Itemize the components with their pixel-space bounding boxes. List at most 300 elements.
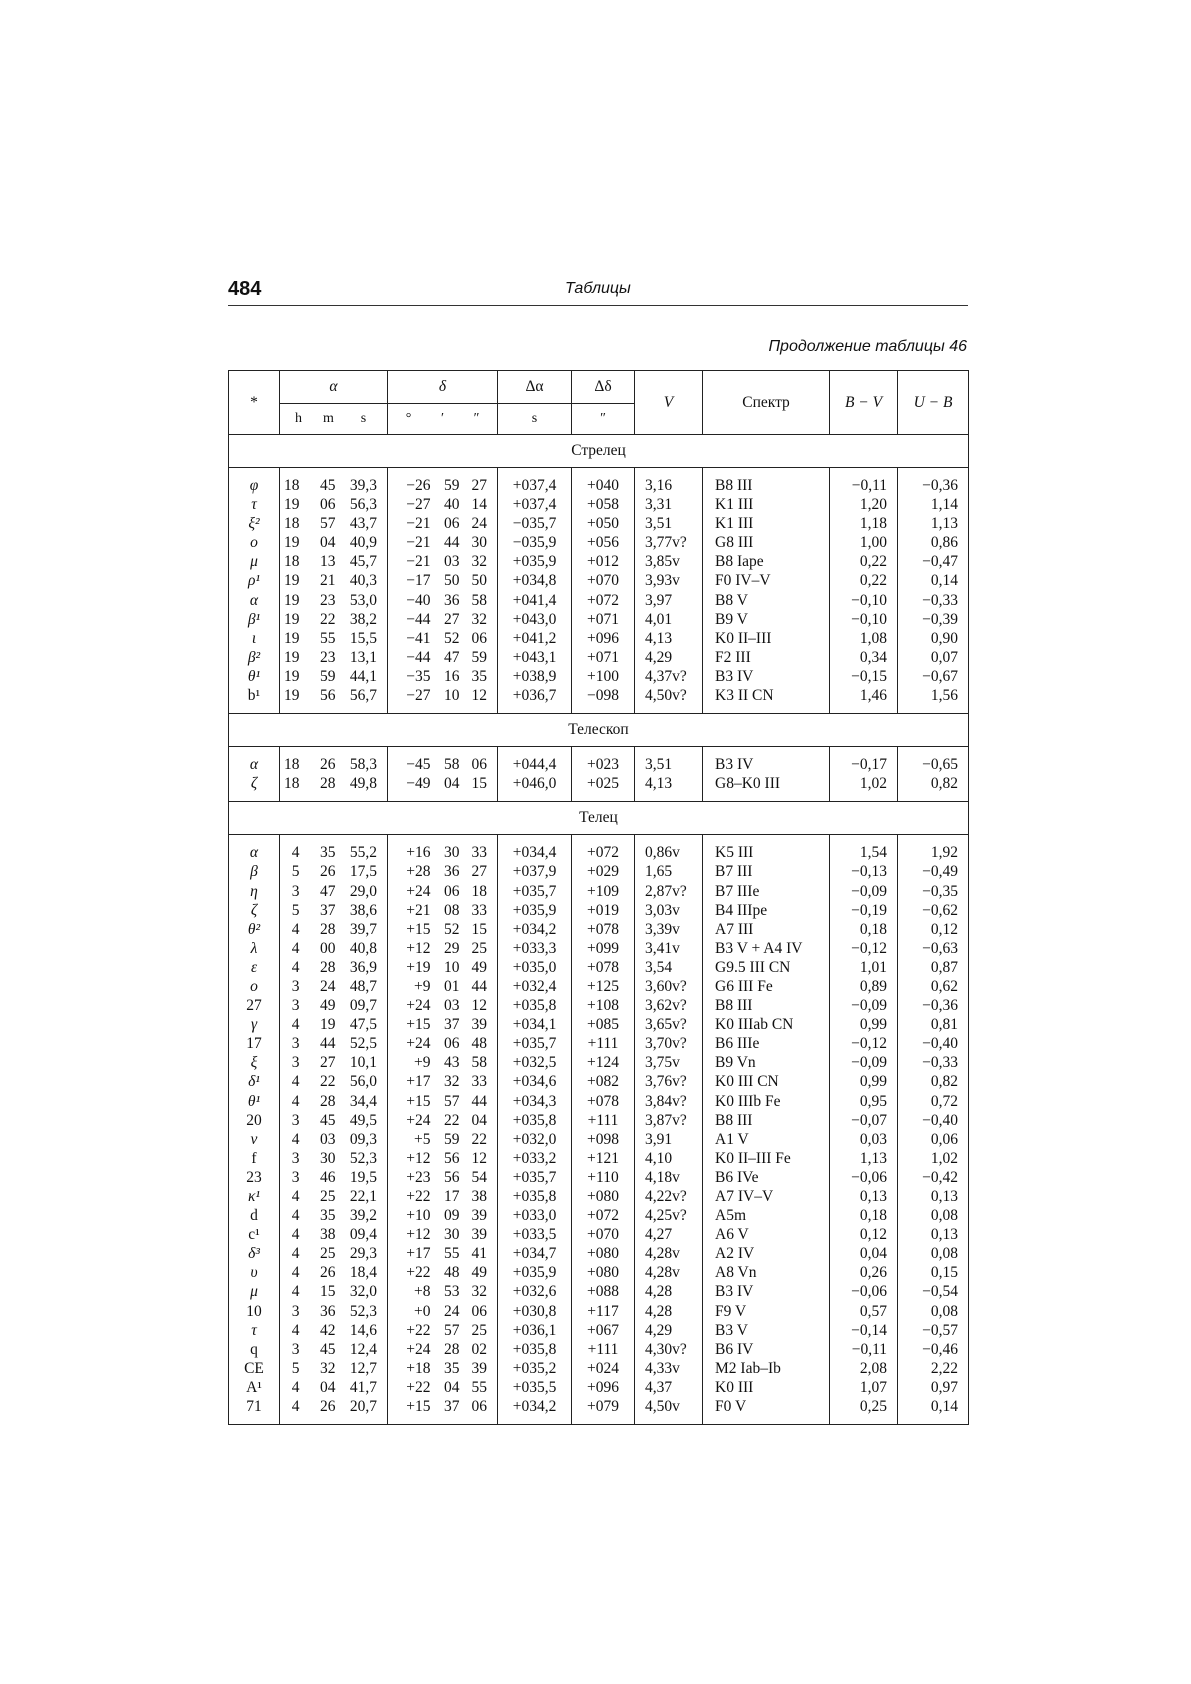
ra-hours: 4 (280, 958, 300, 977)
ra-seconds: 38,6 (336, 901, 388, 920)
dec-degrees: +12 (406, 939, 431, 957)
table-row (229, 629, 969, 648)
star-name: θ¹ (229, 1092, 280, 1111)
spectrum: G6 III Fe (703, 977, 830, 996)
delta-delta: +078 (572, 958, 635, 977)
ra-hours: 4 (280, 920, 300, 939)
dec-arcsec: 02 (460, 1340, 498, 1359)
b-v-color: −0,14 (830, 1321, 898, 1340)
ra-hours: 19 (280, 495, 300, 514)
u-b-color: −0,46 (898, 1340, 969, 1359)
spacer-row (229, 1416, 969, 1425)
b-v-color: 1,01 (830, 958, 898, 977)
dec-degrees: +24 (406, 1340, 431, 1358)
dec-degrees: +22 (406, 1378, 431, 1396)
spectrum: K0 III CN (703, 1072, 830, 1091)
star-name: 71 (229, 1397, 280, 1416)
ra-seconds: 40,9 (336, 533, 388, 552)
dec-arcmin: 09 (444, 1207, 460, 1225)
star-name: A¹ (229, 1378, 280, 1397)
ra-minutes: 57 (320, 515, 336, 533)
header-alpha: α (280, 371, 388, 404)
delta-delta: +125 (572, 977, 635, 996)
delta-delta: +121 (572, 1149, 635, 1168)
dec-arcmin: 06 (444, 1035, 460, 1053)
ra-seconds: 53,0 (336, 591, 388, 610)
dec-degrees: −41 (406, 629, 431, 647)
ra-minutes: 23 (320, 591, 336, 609)
ra-seconds: 38,2 (336, 610, 388, 629)
delta-delta: +078 (572, 1092, 635, 1111)
spectrum: B6 IV (703, 1340, 830, 1359)
v-magnitude: 2,87v? (635, 882, 703, 901)
star-name: q (229, 1340, 280, 1359)
delta-delta: +072 (572, 1206, 635, 1225)
spacer-row (229, 835, 969, 844)
dec-arcmin: 17 (444, 1188, 460, 1205)
table-row (229, 1206, 969, 1225)
ra-hours: 19 (280, 610, 300, 629)
spectrum: B3 V (703, 1321, 830, 1340)
b-v-color: −0,11 (830, 1340, 898, 1359)
table-row (229, 533, 969, 552)
ra-seconds: 49,5 (336, 1111, 388, 1130)
spectrum: B7 III (703, 862, 830, 881)
table-row (229, 1244, 969, 1263)
ra-minutes: 23 (320, 648, 336, 666)
u-b-color: 0,97 (898, 1378, 969, 1397)
dec-arcmin: 52 (444, 920, 460, 938)
dec-arcmin: 53 (444, 1283, 460, 1301)
ra-minutes: 45 (320, 477, 336, 494)
v-magnitude: 3,54 (635, 958, 703, 977)
table-row (229, 958, 969, 977)
dec-arcmin: 55 (444, 1245, 460, 1263)
v-magnitude: 4,28 (635, 1282, 703, 1301)
dec-arcmin: 59 (444, 1130, 460, 1148)
star-name: γ (229, 1015, 280, 1034)
dec-degrees: +22 (406, 1264, 431, 1282)
dec-arcsec: 32 (460, 610, 498, 629)
v-magnitude: 3,65v? (635, 1015, 703, 1034)
unit-minutes: m (323, 411, 334, 426)
dec-arcsec: 33 (460, 1072, 498, 1091)
delta-delta: −098 (572, 686, 635, 705)
dec-arcmin: 08 (444, 901, 460, 919)
b-v-color: 0,22 (830, 571, 898, 590)
spectrum: B7 IIIe (703, 882, 830, 901)
b-v-color: 0,95 (830, 1092, 898, 1111)
table-row (229, 882, 969, 901)
dec-arcsec: 30 (460, 533, 498, 552)
table-row (229, 1168, 969, 1187)
dec-arcsec: 22 (460, 1130, 498, 1149)
b-v-color: 1,18 (830, 514, 898, 533)
table-header (229, 371, 969, 435)
ra-seconds: 40,8 (336, 939, 388, 958)
dec-arcsec: 06 (460, 755, 498, 774)
v-magnitude: 4,33v (635, 1359, 703, 1378)
table-row (229, 571, 969, 590)
dec-degrees: −17 (406, 572, 431, 590)
b-v-color: −0,11 (830, 476, 898, 495)
dec-arcmin: 03 (444, 553, 460, 571)
ra-minutes: 19 (320, 1016, 336, 1034)
b-v-color: 1,13 (830, 1149, 898, 1168)
u-b-color: −0,67 (898, 667, 969, 686)
ra-seconds: 56,0 (336, 1072, 388, 1091)
dec-degrees: +24 (406, 997, 431, 1015)
star-name: τ (229, 1321, 280, 1340)
ra-seconds: 56,7 (336, 686, 388, 705)
star-name: κ¹ (229, 1187, 280, 1206)
b-v-color: 0,25 (830, 1397, 898, 1416)
ra-hours: 18 (280, 476, 300, 495)
ra-hours: 18 (280, 552, 300, 571)
dec-degrees: −45 (406, 756, 431, 774)
v-magnitude: 3,93v (635, 571, 703, 590)
section-header-row (229, 435, 969, 468)
b-v-color: 1,00 (830, 533, 898, 552)
delta-delta: +019 (572, 901, 635, 920)
ra-minutes: 22 (320, 610, 336, 628)
u-b-color: −0,40 (898, 1111, 969, 1130)
dec-arcmin: 40 (444, 496, 460, 514)
dec-arcmin: 35 (444, 1359, 460, 1377)
delta-delta: +110 (572, 1168, 635, 1187)
dec-arcmin: 27 (444, 610, 460, 628)
delta-alpha: +037,9 (498, 862, 572, 881)
delta-alpha: +036,1 (498, 1321, 572, 1340)
v-magnitude: 4,29 (635, 648, 703, 667)
spectrum: B8 V (703, 591, 830, 610)
star-name: β¹ (229, 610, 280, 629)
b-v-color: −0,10 (830, 610, 898, 629)
star-name: ζ (229, 901, 280, 920)
u-b-color: 0,06 (898, 1130, 969, 1149)
ra-minutes: 26 (320, 756, 336, 774)
ra-seconds: 52,3 (336, 1149, 388, 1168)
dec-arcmin: 22 (444, 1111, 460, 1129)
section-title: Телец (229, 802, 969, 835)
delta-alpha: +030,8 (498, 1302, 572, 1321)
ra-hours: 3 (280, 1168, 300, 1187)
spacer-row (229, 747, 969, 756)
dec-degrees: +24 (406, 882, 431, 900)
ra-hours: 4 (280, 1378, 300, 1397)
dec-degrees: +24 (406, 1111, 431, 1129)
spacer-row (229, 705, 969, 714)
delta-alpha: +032,5 (498, 1053, 572, 1072)
b-v-color: −0,12 (830, 1034, 898, 1053)
ra-seconds: 18,4 (336, 1263, 388, 1282)
unit-hours: h (295, 411, 302, 426)
dec-degrees: +17 (406, 1245, 431, 1263)
b-v-color: −0,19 (830, 901, 898, 920)
v-magnitude: 4,22v? (635, 1187, 703, 1206)
delta-alpha: +037,4 (498, 476, 572, 495)
table-row (229, 755, 969, 774)
ra-minutes: 45 (320, 1111, 336, 1129)
dec-degrees: −27 (406, 496, 431, 514)
b-v-color: 0,89 (830, 977, 898, 996)
b-v-color: −0,06 (830, 1282, 898, 1301)
delta-delta: +080 (572, 1187, 635, 1206)
dec-arcsec: 04 (460, 1111, 498, 1130)
dec-degrees: +22 (406, 1188, 431, 1205)
ra-seconds: 19,5 (336, 1168, 388, 1187)
table-row (229, 1302, 969, 1321)
spectrum: B8 III (703, 1111, 830, 1130)
delta-alpha: +037,4 (498, 495, 572, 514)
delta-delta: +111 (572, 1111, 635, 1130)
u-b-color: 0,62 (898, 977, 969, 996)
spectrum: B3 IV (703, 1282, 830, 1301)
table-row (229, 1397, 969, 1416)
v-magnitude: 3,31 (635, 495, 703, 514)
u-b-color: −0,63 (898, 939, 969, 958)
dec-arcmin: 03 (444, 997, 460, 1015)
dec-degrees: −26 (406, 477, 431, 494)
star-name: ζ (229, 774, 280, 793)
ra-hours: 3 (280, 1111, 300, 1130)
table-row (229, 648, 969, 667)
ra-hours: 3 (280, 1034, 300, 1053)
page-number: 484 (228, 278, 262, 300)
ra-hours: 19 (280, 571, 300, 590)
ra-minutes: 59 (320, 667, 336, 685)
delta-alpha: +033,5 (498, 1225, 572, 1244)
dec-degrees: −27 (406, 687, 431, 705)
ra-minutes: 25 (320, 1188, 336, 1205)
dec-arcsec: 12 (460, 996, 498, 1015)
dec-arcsec: 32 (460, 1282, 498, 1301)
dec-arcsec: 39 (460, 1359, 498, 1378)
b-v-color: 1,20 (830, 495, 898, 514)
delta-alpha: +035,8 (498, 996, 572, 1015)
star-name: υ (229, 1263, 280, 1282)
dec-degrees: +21 (406, 901, 431, 919)
ra-seconds: 15,5 (336, 629, 388, 648)
spectrum: B8 Iape (703, 552, 830, 571)
delta-delta: +096 (572, 1378, 635, 1397)
spectrum: K1 III (703, 514, 830, 533)
table-row (229, 843, 969, 862)
dec-arcsec: 25 (460, 1321, 498, 1340)
star-name: α (229, 591, 280, 610)
header-ddelta-unit: ″ (572, 404, 635, 435)
ra-hours: 3 (280, 1053, 300, 1072)
table-row (229, 1034, 969, 1053)
delta-delta: +099 (572, 939, 635, 958)
u-b-color: −0,40 (898, 1034, 969, 1053)
u-b-color: 2,22 (898, 1359, 969, 1378)
table-row (229, 862, 969, 881)
star-name: 23 (229, 1168, 280, 1187)
ra-hours: 19 (280, 667, 300, 686)
ra-seconds: 14,6 (336, 1321, 388, 1340)
delta-delta: +058 (572, 495, 635, 514)
delta-alpha: +038,9 (498, 667, 572, 686)
ra-seconds: 55,2 (336, 843, 388, 862)
dec-arcsec: 55 (460, 1378, 498, 1397)
delta-delta: +070 (572, 1225, 635, 1244)
b-v-color: 0,99 (830, 1015, 898, 1034)
spectrum: B8 III (703, 996, 830, 1015)
u-b-color: −0,39 (898, 610, 969, 629)
dec-arcsec: 33 (460, 843, 498, 862)
table-row (229, 476, 969, 495)
ra-minutes: 30 (320, 1149, 336, 1167)
u-b-color: 0,72 (898, 1092, 969, 1111)
table-row (229, 1015, 969, 1034)
dec-arcsec: 14 (460, 495, 498, 514)
dec-degrees: +9 (414, 977, 431, 995)
table-row (229, 495, 969, 514)
ra-hours: 4 (280, 1130, 300, 1149)
v-magnitude: 4,28v (635, 1263, 703, 1282)
ra-seconds: 43,7 (336, 514, 388, 533)
dec-degrees: +5 (414, 1130, 431, 1148)
u-b-color: −0,57 (898, 1321, 969, 1340)
delta-alpha: +035,8 (498, 1111, 572, 1130)
ra-seconds: 09,7 (336, 996, 388, 1015)
spectrum: B8 III (703, 476, 830, 495)
v-magnitude: 3,51 (635, 755, 703, 774)
dec-arcsec: 18 (460, 882, 498, 901)
spectrum: B6 IVe (703, 1168, 830, 1187)
dec-arcsec: 24 (460, 514, 498, 533)
delta-delta: +111 (572, 1034, 635, 1053)
dec-degrees: +9 (414, 1054, 431, 1072)
u-b-color: −0,33 (898, 591, 969, 610)
spectrum: A7 III (703, 920, 830, 939)
ra-minutes: 46 (320, 1168, 336, 1186)
dec-arcmin: 57 (444, 1092, 460, 1110)
b-v-color: 0,03 (830, 1130, 898, 1149)
v-magnitude: 3,03v (635, 901, 703, 920)
b-v-color: −0,06 (830, 1168, 898, 1187)
header-u-b: U − B (898, 371, 969, 435)
v-magnitude: 4,29 (635, 1321, 703, 1340)
star-name: λ (229, 939, 280, 958)
dec-degrees: +24 (406, 1035, 431, 1053)
dec-degrees: +8 (414, 1283, 431, 1301)
ra-minutes: 47 (320, 882, 336, 900)
dec-arcsec: 06 (460, 1302, 498, 1321)
header-v: V (635, 371, 703, 435)
v-magnitude: 3,97 (635, 591, 703, 610)
delta-delta: +056 (572, 533, 635, 552)
section-header-row (229, 802, 969, 835)
dec-arcsec: 32 (460, 552, 498, 571)
dec-degrees: +17 (406, 1073, 431, 1091)
v-magnitude: 4,01 (635, 610, 703, 629)
ra-hours: 4 (280, 843, 300, 862)
v-magnitude: 3,62v? (635, 996, 703, 1015)
dec-arcmin: 06 (444, 882, 460, 900)
star-name: μ (229, 1282, 280, 1301)
b-v-color: −0,17 (830, 755, 898, 774)
dec-arcmin: 37 (444, 1398, 460, 1416)
ra-seconds: 58,3 (336, 755, 388, 774)
b-v-color: −0,13 (830, 862, 898, 881)
ra-minutes: 06 (320, 496, 336, 514)
u-b-color: 1,92 (898, 843, 969, 862)
dec-degrees: −21 (406, 534, 431, 552)
header-star: * (229, 371, 280, 435)
delta-alpha: +034,7 (498, 1244, 572, 1263)
b-v-color: 0,13 (830, 1187, 898, 1206)
u-b-color: 0,13 (898, 1187, 969, 1206)
table-row (229, 1321, 969, 1340)
u-b-color: −0,54 (898, 1282, 969, 1301)
table-row (229, 1225, 969, 1244)
delta-alpha: +034,2 (498, 920, 572, 939)
delta-alpha: +035,9 (498, 552, 572, 571)
ra-minutes: 26 (320, 1398, 336, 1416)
delta-alpha: +046,0 (498, 774, 572, 793)
ra-seconds: 22,1 (336, 1187, 388, 1206)
ra-seconds: 49,8 (336, 774, 388, 793)
b-v-color: −0,09 (830, 882, 898, 901)
ra-hours: 4 (280, 1244, 300, 1263)
spectrum: A6 V (703, 1225, 830, 1244)
delta-alpha: +034,4 (498, 843, 572, 862)
spectrum: A5m (703, 1206, 830, 1225)
star-name: o (229, 533, 280, 552)
dec-arcsec: 50 (460, 571, 498, 590)
delta-delta: +080 (572, 1263, 635, 1282)
ra-minutes: 26 (320, 1264, 336, 1282)
table-row (229, 1149, 969, 1168)
ra-hours: 4 (280, 1263, 300, 1282)
delta-alpha: +032,6 (498, 1282, 572, 1301)
star-name: φ (229, 476, 280, 495)
dec-arcmin: 50 (444, 572, 460, 590)
star-name: δ¹ (229, 1072, 280, 1091)
dec-degrees: +15 (406, 1016, 431, 1034)
dec-degrees: +15 (406, 920, 431, 938)
dec-degrees: −35 (406, 667, 431, 685)
v-magnitude: 3,75v (635, 1053, 703, 1072)
dec-arcsec: 27 (460, 862, 498, 881)
delta-delta: +040 (572, 476, 635, 495)
ra-minutes: 13 (320, 553, 336, 571)
dec-arcsec: 39 (460, 1015, 498, 1034)
section-title: Телескоп (229, 714, 969, 747)
table-row (229, 610, 969, 629)
ra-hours: 4 (280, 1282, 300, 1301)
v-magnitude: 3,91 (635, 1130, 703, 1149)
section-title: Стрелец (229, 435, 969, 468)
dec-degrees: +10 (406, 1207, 431, 1225)
star-name: f (229, 1149, 280, 1168)
dec-arcmin: 58 (444, 756, 460, 774)
delta-delta: +012 (572, 552, 635, 571)
spectrum: B3 IV (703, 667, 830, 686)
u-b-color: 1,56 (898, 686, 969, 705)
b-v-color: 0,18 (830, 1206, 898, 1225)
u-b-color: −0,49 (898, 862, 969, 881)
u-b-color: 0,08 (898, 1302, 969, 1321)
u-b-color: −0,36 (898, 996, 969, 1015)
delta-delta: +088 (572, 1282, 635, 1301)
spectrum: A8 Vn (703, 1263, 830, 1282)
ra-minutes: 04 (320, 1378, 336, 1396)
dec-arcmin: 04 (444, 775, 460, 793)
delta-delta: +108 (572, 996, 635, 1015)
